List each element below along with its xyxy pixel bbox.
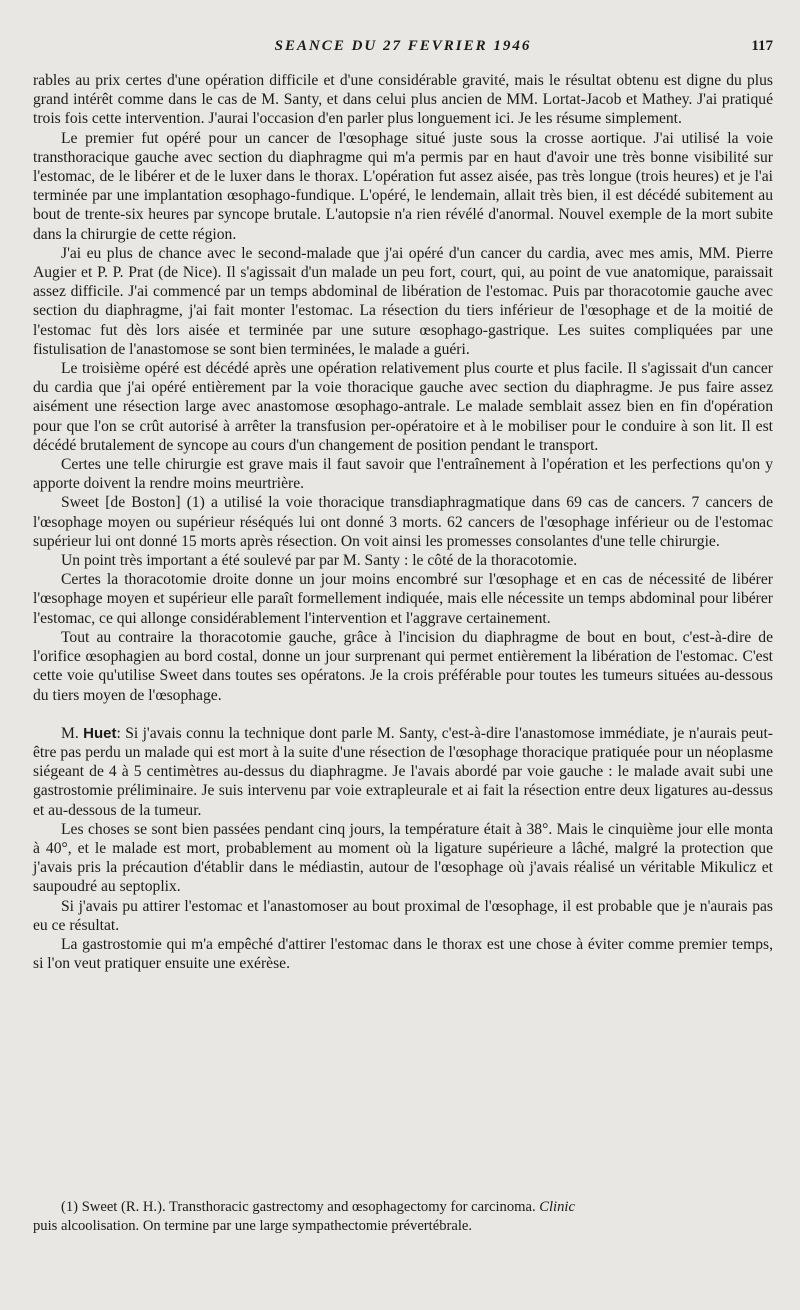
paragraph-thoracotomy-side: Un point très important a été soulevé par par M. Santy : le côté de la thoracotomie. [61, 552, 578, 570]
paragraph-huet-conclusion: La gastrostomie qui m'a empêché d'attirer l'estomac dans le thorax est une chose à éviter comme premier temps, si l'on veut pratiquer ensuite une exérèse. [33, 935, 773, 973]
speaker-name: Huet [83, 724, 117, 742]
body-text [33, 71, 773, 973]
paragraph-huet-intro [33, 724, 773, 820]
paragraph-second-case: J'ai eu plus de chance avec le second-malade que j'ai opéré d'un cancer du cardia, avec mes amis, MM. Pierre Augier et P. P. Prat (de Nice). Il s'agissait d'un malade un peu fort, court, qui, au point de vue anatomique, paraissait assez difficile. J'ai commencé par un temps abdominal de libération de l'estomac. Puis par thoracotomie gauche avec section du diaphragme, j'ai fait monter l'estomac. La résection du tiers inférieur de l'œsophage et de la moitié de l'estomac fut dès lors aisée et terminée par une suture œsophago-gastrique. Les suites compliquées par une fistulisation de l'anastomose se sont bien terminées, le malade a guéri. [33, 244, 773, 358]
running-header [33, 38, 773, 58]
footnote-marker: (1) [61, 1199, 79, 1215]
page-number: 117 [751, 38, 773, 54]
footnote [33, 1198, 773, 1236]
footnote-citation: Sweet (R. H.). Transthoracic gastrectomy and œsophagectomy for carcinoma. [81, 1199, 536, 1215]
paragraph-surgery-gravity: Certes une telle chirurgie est grave mais il faut savoir que l'entraînement à l'opération et les perfections qu'on y apporte doivent la rendre moins meurtrière. [33, 456, 773, 493]
speaker-prefix: M. [61, 724, 79, 742]
paragraph-third-case: Le troisième opéré est décédé après une opération relativement plus courte et plus facile. Il s'agissait d'un cancer du cardia que j'ai opéré entièrement par la voie thoracique gauche avec section du diaphragme. Je pus faire assez aisément une résection large avec anastomose œsophago-antrale. Le malade semblait assez bien en fin d'opération pour que l'on se crût autorisé à arrêter la transfusion per-opératoire et à le mobiliser pour le conduire à son lit. Il est décédé brutalement de syncope au cours d'un changement de position pendant le transport. [33, 360, 773, 454]
footnote-continuation: puis alcoolisation. On termine par une large sympathectomie prévertébrale. [33, 1218, 473, 1234]
paragraph-sweet-statistics: Sweet [de Boston] (1) a utilisé la voie thoracique transdiaphragmatique dans 69 cas de cancers. 7 cancers de l'œsophage moyen ou supérieur réséqués lui ont donné 3 morts. 62 cancers de l'œsophage inférieur ou de l'estomac supérieur lui ont donné 15 morts après résection. On voit ainsi les promesses consolantes d'une telle chirurgie. [33, 494, 773, 550]
paragraph-right-thoracotomy: Certes la thoracotomie droite donne un jour moins encombré sur l'œsophage et en cas de nécessité de libérer l'œsophage moyen et supérieur elle paraît formellement indiquée, mais elle nécessite un temps abdominal pour libérer l'estomac, ce qui allonge considérablement l'intervention et l'aggrave certainement. [33, 571, 773, 627]
paragraph-huet-outcome: Les choses se sont bien passées pendant cinq jours, la température était à 38°. Mais le cinquième jour elle monta à 40°, et le malade est mort, probablement au moment où la ligature supérieure a lâché, malgré la protection que j'avais pris la précaution d'établir dans le médiastin, autour de l'œsophage où j'avais réalisé un véritable Mikulicz et saupoudré au septoplix. [33, 820, 773, 896]
paragraph-left-thoracotomy: Tout au contraire la thoracotomie gauche, grâce à l'incision du diaphragme de bout en bout, c'est-à-dire de l'orifice œsophagien au bord costal, donne un jour surprenant qui permet entièrement la libération de l'estomac. C'est cette voie qu'utilise Sweet dans toutes ses opératons. Je la crois préférable pour toutes les tumeurs situées au-dessous du tiers moyen de l'œsophage. [33, 628, 773, 704]
running-title: SEANCE DU 27 FEVRIER 1946 [274, 38, 532, 54]
paragraph-first-case: Le premier fut opéré pour un cancer de l'œsophage situé juste sous la crosse aortique. J'ai utilisé la voie transthoracique gauche avec section du diaphragme qui m'a permis par en haut d'avoir une très bonne visibilité sur l'estomac, de le libérer et de le luxer dans le thorax. L'opération fut assez aisée, pas très longue (trois heures) et je l'ai terminée par une implantation œsophago-fundique. L'opéré, le lendemain, allait très bien, il est décédé subitement au bout de trente-six heures par syncope brutale. L'autopsie n'a rien révélé d'anormal. Nouvel exemple de la mort subite dans la chirurgie de cette région. [33, 129, 773, 243]
paragraph-continuation: rables au prix certes d'une opération difficile et d'une considérable gravité, mais le résultat obtenu est digne du plus grand intérêt comme dans le cas de M. Santy, et dans celui plus ancien de MM. Lortat-Jacob et Mathey. J'ai pratiqué trois fois cette intervention. J'aurai l'occasion d'en parler plus longuement ici. Je les résume simplement. [33, 72, 773, 128]
huet-intro-text: : Si j'avais connu la technique dont parle M. Santy, c'est-à-dire l'anastomose immédiate, je n'aurais peut-être pas perdu un malade qui est mort à la suite d'une résection de l'œsophage thoracique pratiquée pour un néoplasme siégeant de 4 à 5 centimètres au-dessus du diaphragme. Je l'avais abordé par voie gauche : le malade avait subi une gastrostomie préliminaire. Je suis intervenu par voie extrapleurale et ai fait la résection entre deux ligatures au-dessus et au-dessous de la tumeur. [33, 724, 773, 819]
footnote-reference [33, 1198, 773, 1217]
footnote-italic: Clinic [539, 1199, 575, 1215]
paragraph-huet-reflection: Si j'avais pu attirer l'estomac et l'anastomoser au bout proximal de l'œsophage, il est probable que je n'aurais pas eu ce résultat. [33, 897, 773, 934]
